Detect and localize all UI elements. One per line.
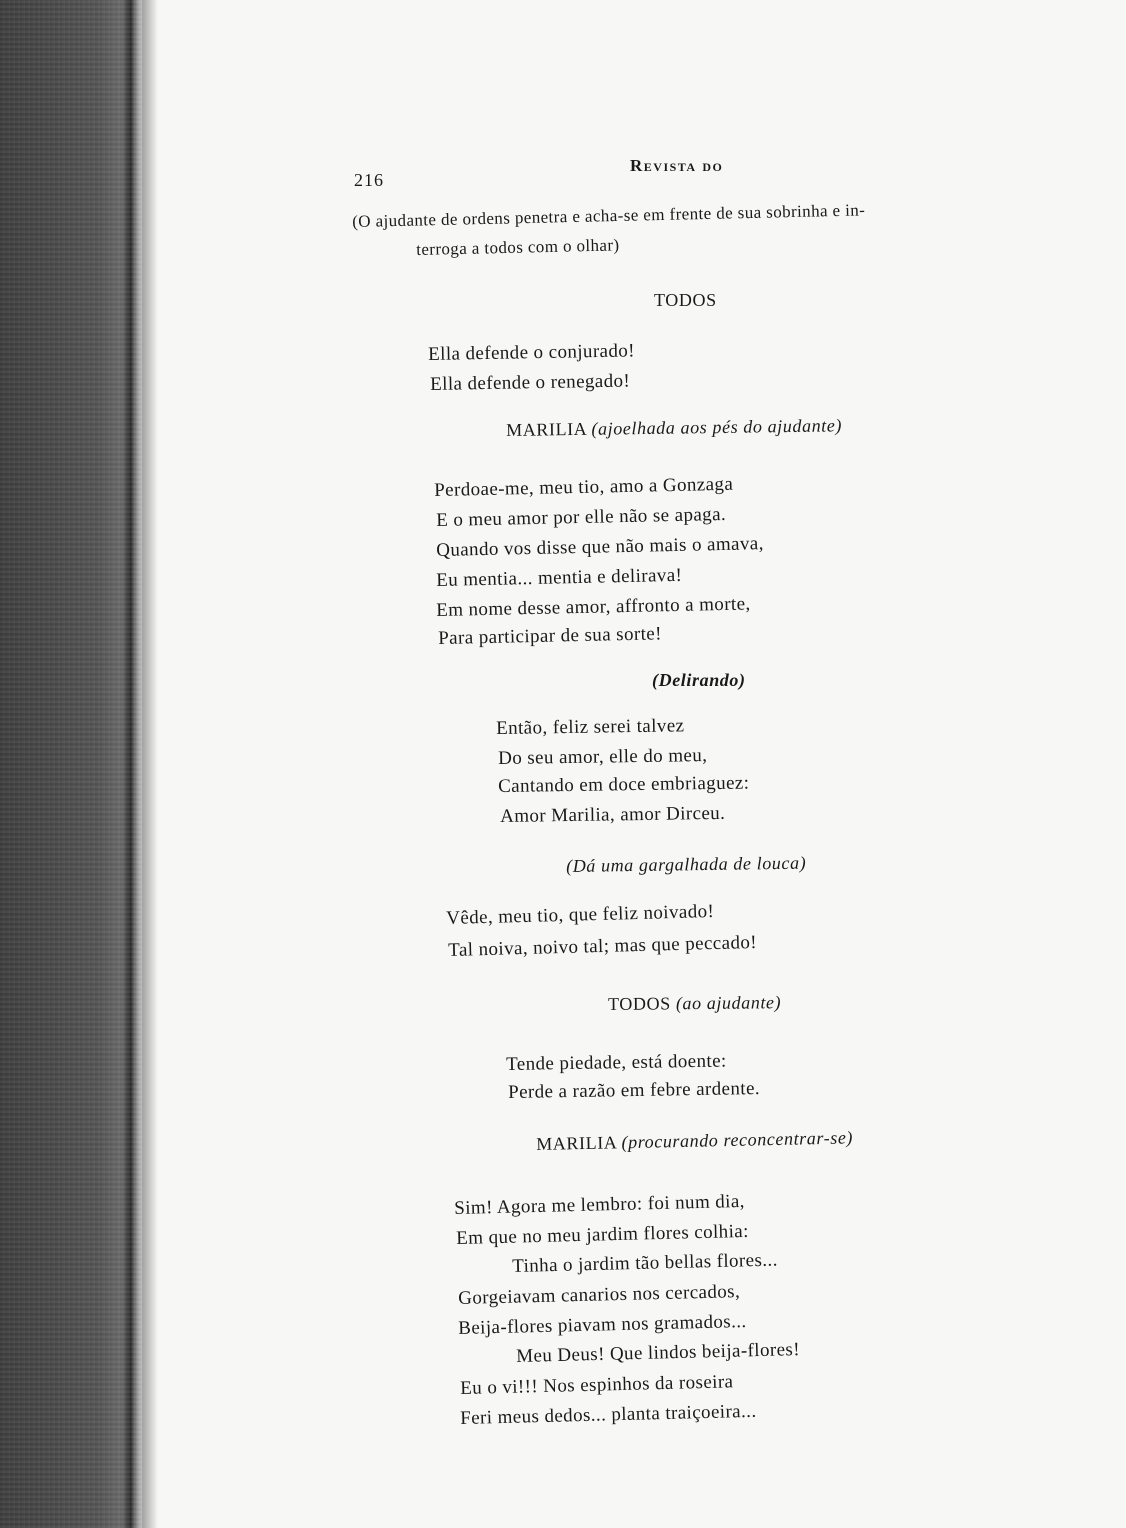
speaker-direction: (ao ajudante) [675, 992, 782, 1014]
verse-line: Perde a razão em febre ardente. [508, 1078, 761, 1103]
stage-direction-line-1: (O ajudante de ordens penetra e acha-se em frente de sua sobrinha e in- [352, 200, 866, 231]
stage-direction-line-2: terroga a todos com o olhar) [416, 235, 620, 259]
speaker-todos-ao-ajudante [608, 992, 781, 1015]
verse-line: Eu mentia... mentia e delirava! [436, 564, 683, 591]
verse-line: Meu Deus! Que lindos beija-flores! [516, 1339, 801, 1367]
speaker-todos: TODOS [654, 290, 717, 310]
verse-line: Beija-flores piavam nos gramados... [458, 1310, 747, 1339]
verse-line: Feri meus dedos... planta traiçoeira... [460, 1400, 757, 1429]
verse-line: Em nome desse amor, affronto a morte, [436, 593, 751, 621]
verse-line: E o meu amor por elle não se apaga. [436, 503, 727, 531]
verse-line: Quando vos disse que não mais o amava, [436, 533, 764, 561]
verse-line: Tende piedade, está doente: [506, 1050, 727, 1075]
verse-line: Ella defende o renegado! [430, 370, 631, 395]
verse-line: Do seu amor, elle do meu, [498, 745, 708, 769]
verse-line: Amor Marilia, amor Dirceu. [500, 802, 726, 827]
speaker-marilia-2 [536, 1127, 853, 1155]
verse-line: Tal noiva, noivo tal; mas que peccado! [448, 931, 758, 961]
speaker-name: MARILIA [536, 1132, 617, 1154]
verse-line: Gorgeiavam canarios nos cercados, [458, 1281, 741, 1309]
speaker-name: MARILIA [506, 418, 587, 440]
book-binding-edge [0, 0, 142, 1528]
verse-line: Em que no meu jardim flores colhia: [456, 1220, 750, 1249]
verse-line: Ella defende o conjurado! [428, 340, 636, 365]
verse-line: Perdoae-me, meu tio, amo a Gonzaga [434, 473, 734, 501]
speaker-marilia [506, 415, 842, 441]
speaker-direction: (ajoelhada aos pés do ajudante) [591, 415, 843, 439]
stage-direction-gargalhada: (Dá uma gargalhada de louca) [566, 852, 807, 876]
verse-line: Para participar de sua sorte! [438, 623, 663, 649]
verse-line: Vêde, meu tio, que feliz noivado! [446, 900, 715, 929]
stage-direction-delirando: (Delirando) [652, 670, 746, 690]
verse-line: Sim! Agora me lembro: foi num dia, [454, 1190, 746, 1219]
book-page [158, 0, 1126, 1528]
running-title: Revista do [630, 156, 724, 175]
verse-line: Eu o vi!!! Nos espinhos da roseira [460, 1371, 734, 1399]
gutter-shadow [142, 0, 158, 1528]
verse-line: Então, feliz serei talvez [496, 715, 685, 739]
speaker-name: TODOS [608, 993, 671, 1014]
verse-line: Tinha o jardim tão bellas flores... [512, 1249, 778, 1277]
verse-line: Cantando em doce embriaguez: [498, 772, 750, 797]
page-number: 216 [354, 170, 384, 190]
speaker-direction: (procurando reconcentrar-se) [621, 1127, 854, 1153]
